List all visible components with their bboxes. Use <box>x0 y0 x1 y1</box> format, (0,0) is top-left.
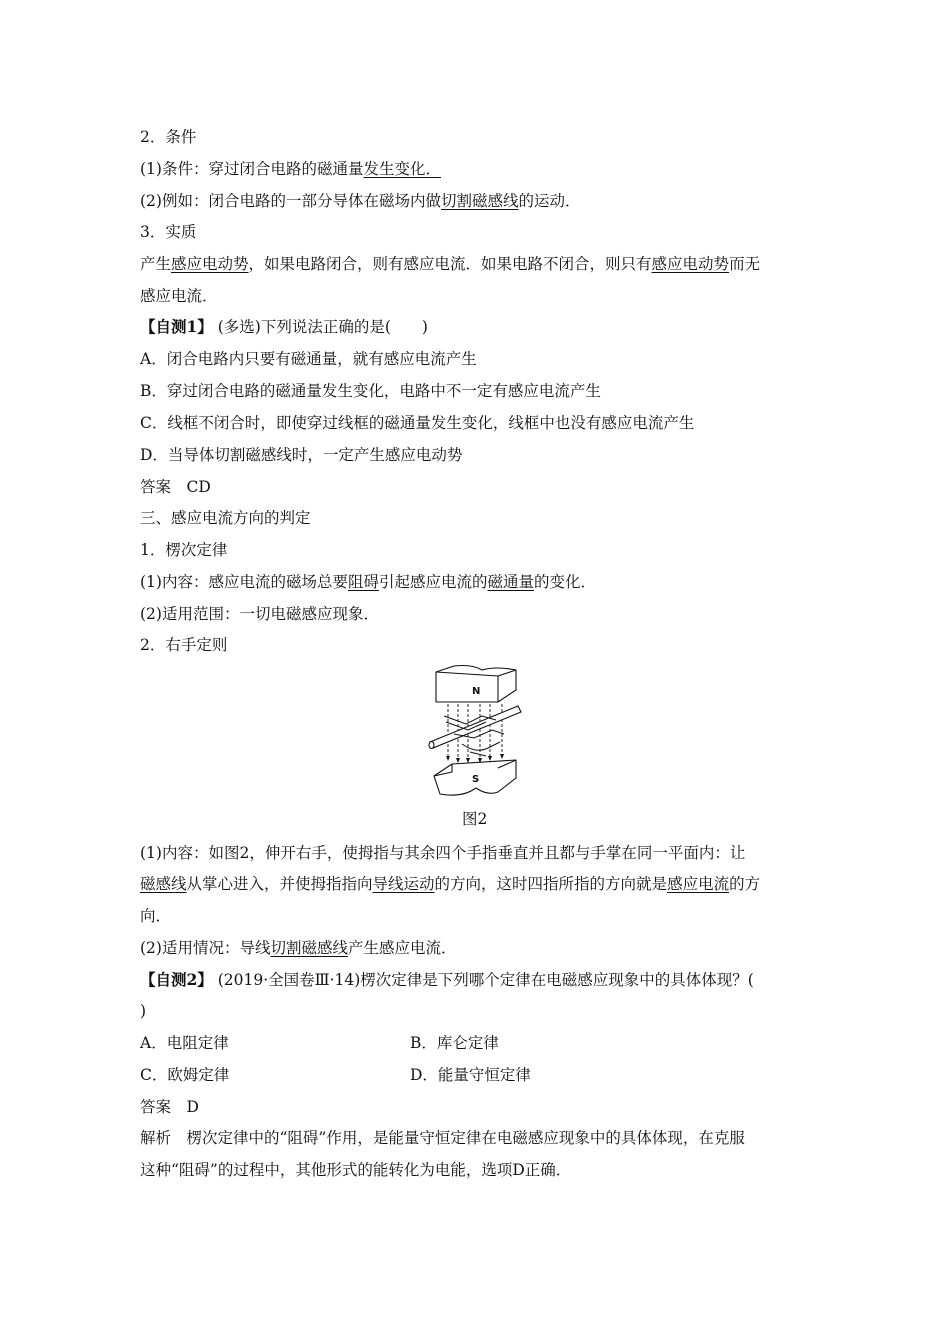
self-test-2-option-b: B．库仑定律 <box>410 1034 499 1052</box>
self-test-1-stem: 【自测1】 (多选)下列说法正确的是( ) <box>140 317 428 336</box>
self-test-2-option-d: D．能量守恒定律 <box>410 1066 531 1084</box>
self-test-2-option-c: C．欧姆定律 <box>140 1066 230 1084</box>
self-test-2-analysis-2: 这种“阻碍”的过程中，其他形式的能转化为电能，选项D正确． <box>140 1161 572 1179</box>
self-test-1-option-a: A．闭合电路内只要有磁通量，就有感应电流产生 <box>140 350 477 368</box>
heading-essence: 3．实质 <box>140 223 197 241</box>
condition-2: (2)例如：闭合电路的一部分导体在磁场内做切割磁感线的运动． <box>140 192 581 210</box>
figure-right-hand-rule <box>426 664 526 806</box>
rhr-content-line-2: 磁感线从掌心进入，并使拇指指向导线运动的方向，这时四指所指的方向就是感应电流的方 <box>140 875 761 893</box>
condition-1: (1)条件：穿过闭合电路的磁通量发生变化． <box>140 160 441 178</box>
rhr-content-line-1: (1)内容：如图2，伸开右手，使拇指与其余四个手指垂直并且都与手掌在同一平面内：让 <box>140 844 746 862</box>
self-test-1-option-c: C．线框不闭合时，即使穿过线框的磁通量发生变化，线框中也没有感应电流产生 <box>140 414 695 432</box>
essence-line-1: 产生感应电动势，如果电路闭合，则有感应电流．如果电路不闭合，则只有感应电动势而无 <box>140 255 761 273</box>
self-test-2-answer: 答案 D <box>140 1098 199 1116</box>
lenz-content: (1)内容：感应电流的磁场总要阻碍引起感应电流的磁通量的变化． <box>140 573 597 591</box>
rhr-scope: (2)适用情况：导线切割磁感线产生感应电流． <box>140 939 457 957</box>
essence-line-2: 感应电流． <box>140 287 218 305</box>
self-test-2-stem-cont: ) <box>140 1002 147 1020</box>
lenz-law-heading: 1．楞次定律 <box>140 541 228 559</box>
svg-text:S: S <box>472 774 480 785</box>
section-3-title: 三、感应电流方向的判定 <box>140 509 311 527</box>
figure-caption: 图2 <box>462 810 488 828</box>
rhr-content-line-3: 向． <box>140 907 172 925</box>
self-test-1-option-b: B．穿过闭合电路的磁通量发生变化，电路中不一定有感应电流产生 <box>140 382 601 400</box>
right-hand-rule-heading: 2．右手定则 <box>140 636 228 654</box>
svg-text:N: N <box>472 686 481 697</box>
self-test-2-stem: 【自测2】 (2019·全国卷Ⅲ·14)楞次定律是下列哪个定律在电磁感应现象中的具体体现？( <box>140 970 754 989</box>
self-test-1-option-d: D．当导体切割磁感线时，一定产生感应电动势 <box>140 446 463 464</box>
self-test-2-analysis-1: 解析 楞次定律中的“阻碍”作用，是能量守恒定律在电磁感应现象中的具体体现，在克服 <box>140 1129 745 1147</box>
heading-conditions: 2．条件 <box>140 128 197 146</box>
self-test-2-option-a: A．电阻定律 <box>140 1034 229 1052</box>
self-test-1-answer: 答案 CD <box>140 478 211 496</box>
lenz-scope: (2)适用范围：一切电磁感应现象． <box>140 605 379 623</box>
